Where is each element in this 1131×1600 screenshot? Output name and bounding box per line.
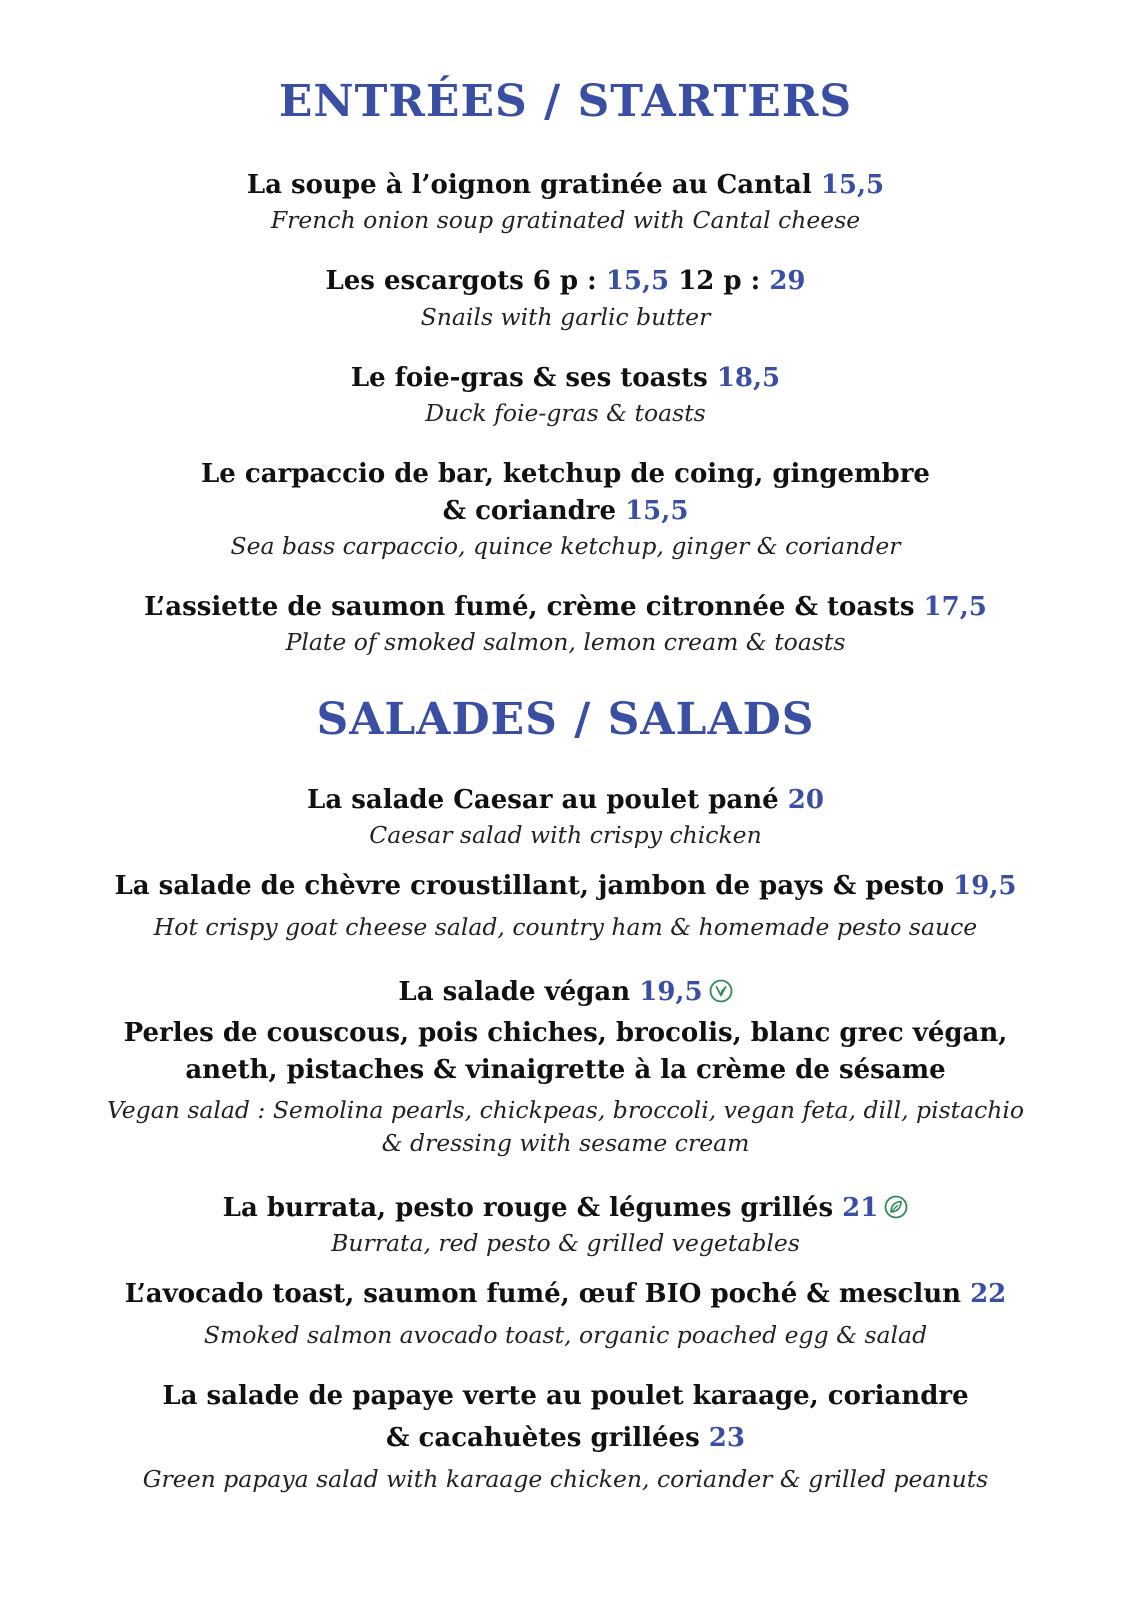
item-price: 15,5 [820,170,885,200]
item-price: 15,5 [605,266,670,296]
item-name: La salade végan [398,977,631,1007]
item-price: 22 [970,1279,1007,1309]
item-price: 21 [842,1193,879,1223]
item-name: Le carpaccio de bar, ketchup de coing, gingembre [201,459,930,489]
item-translation-cont: & dressing with sesame cream [381,1129,750,1157]
vegetarian-leaf-icon [884,1195,908,1219]
menu-item-onion-soup [0,167,1131,204]
section-title-salads: SALADES / SALADS [316,694,815,745]
item-description-cont: aneth, pistaches & vinaigrette à la crème de sésame [185,1055,946,1085]
item-name: L’avocado toast, saumon fumé, œuf BIO poché & mesclun [124,1279,962,1309]
item-price: 19,5 [953,871,1017,901]
item-name: Les escargots 6 p : [325,266,597,296]
item-price: 18,5 [716,363,781,393]
item-translation: Green papaya salad with karaage chicken, coriander & grilled peanuts [142,1465,989,1493]
item-name-cont: & coriandre [442,496,617,526]
menu-item-papaya-salad [0,1378,1131,1415]
item-price: 20 [787,785,824,815]
item-translation: Caesar salad with crispy chicken [369,821,762,849]
item-price: 19,5 [639,977,703,1007]
item-name: L’assiette de saumon fumé, crème citronnée & toasts [144,592,915,622]
item-description: Perles de couscous, pois chiches, brocolis, blanc grec végan, [123,1018,1008,1048]
menu-item-escargots [0,263,1131,300]
item-price: 23 [708,1423,745,1453]
vegan-icon [709,979,733,1003]
menu-item-goat-cheese [0,868,1131,905]
item-name: La soupe à l’oignon gratinée au Cantal [246,170,812,200]
item-name: La salade de chèvre croustillant, jambon de pays & pesto [114,871,945,901]
item-price-alt: 29 [769,266,806,296]
item-translation: Duck foie-gras & toasts [425,399,706,427]
item-name: La salade Caesar au poulet pané [307,785,779,815]
item-translation: Hot crispy goat cheese salad, country ham & homemade pesto sauce [153,913,978,941]
menu-item-carpaccio [0,456,1131,493]
item-name-cont: & cacahuètes grillées [386,1423,700,1453]
item-name-alt: 12 p : [678,266,761,296]
item-translation: French onion soup gratinated with Cantal cheese [270,206,861,234]
menu-item-papaya-salad-line2 [0,1420,1131,1457]
menu-item-caesar [0,782,1131,819]
item-name: La burrata, pesto rouge & légumes grillés [222,1193,834,1223]
item-translation: Plate of smoked salmon, lemon cream & toasts [285,628,846,656]
item-translation: Vegan salad : Semolina pearls, chickpeas, broccoli, vegan feta, dill, pistachio [106,1096,1025,1124]
menu-item-carpaccio-line2 [0,493,1131,530]
item-translation: Snails with garlic butter [420,303,711,331]
menu-item-smoked-salmon [0,589,1131,626]
item-price: 15,5 [625,496,689,526]
menu-item-foie-gras [0,360,1131,397]
item-price: 17,5 [923,592,987,622]
section-title-starters: ENTRÉES / STARTERS [278,76,853,127]
item-name: Le foie-gras & ses toasts [350,363,708,393]
menu-item-burrata [0,1190,1131,1227]
menu-item-vegan-salad [0,974,1131,1011]
item-name: La salade de papaye verte au poulet karaage, coriandre [162,1381,969,1411]
item-translation: Smoked salmon avocado toast, organic poached egg & salad [203,1321,928,1349]
item-translation: Sea bass carpaccio, quince ketchup, ginger & coriander [230,532,901,560]
menu-item-avocado-toast [0,1276,1131,1313]
item-translation: Burrata, red pesto & grilled vegetables [331,1229,800,1257]
